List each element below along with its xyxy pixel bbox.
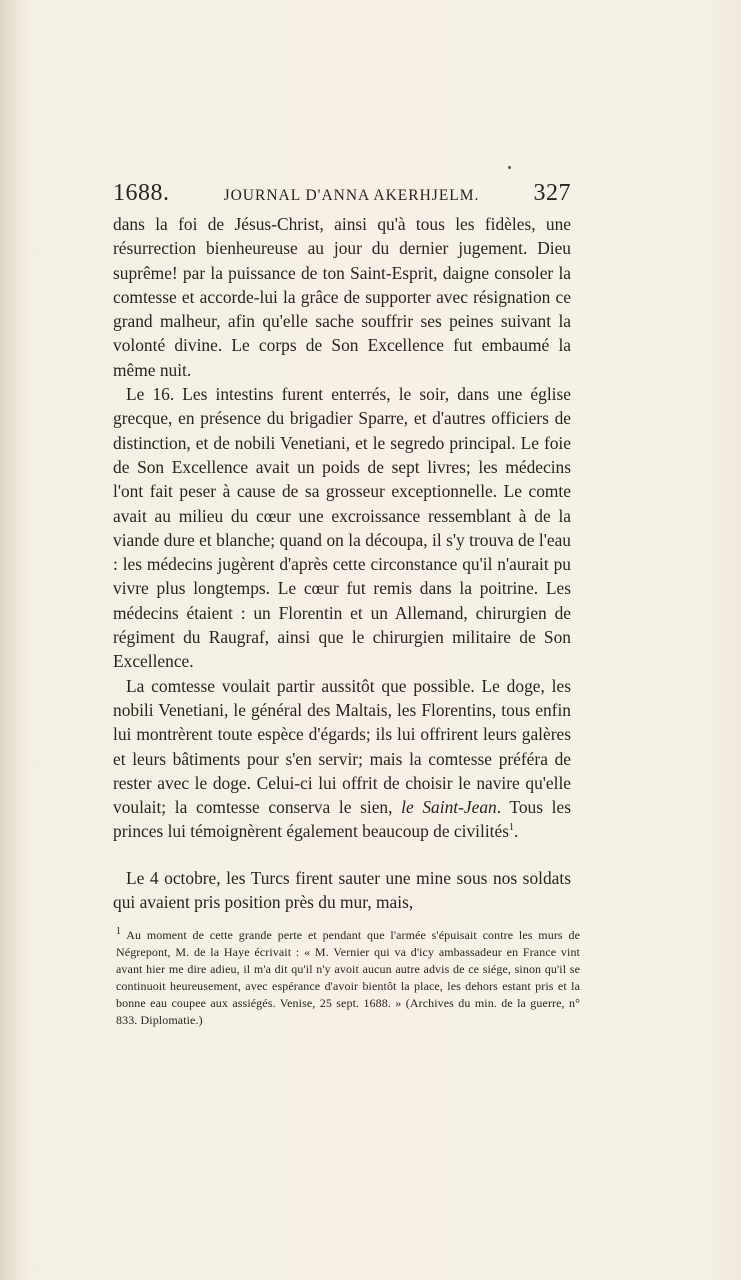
- ship-name: le Saint-Jean: [401, 797, 497, 818]
- running-head: [113, 180, 571, 210]
- spine-shadow: [0, 0, 22, 1280]
- header-year: 1688.: [113, 180, 170, 206]
- paragraph-1: dans la foi de Jésus-Christ, ainsi qu'à tous les fidèles, une résurrection bienheureuse au jour du dernier jugement. Dieu suprême! par la puissance de ton Saint-Esprit, daigne consoler la comtesse et accorde-lui la grâce de supporter avec résignation ce grand malheur, afin qu'elle sache souffrir ses peines suivant la volonté divine. Le corps de Son Excellence fut embaumé la même nuit.: [113, 214, 571, 380]
- footnote-1: [116, 927, 580, 1029]
- footnote-reference: 1: [508, 822, 514, 834]
- ink-speck: [508, 166, 511, 169]
- body-text: [113, 212, 571, 914]
- paragraph-3: [113, 674, 571, 844]
- paragraph-4: Le 4 octobre, les Turcs firent sauter une mine sous nos soldats qui avaient pris position près du mur, mais,: [113, 867, 571, 913]
- paragraph-3-text-end: . Tous les princes lui témoignèrent également beaucoup de civilités: [113, 797, 571, 842]
- footnote-marker: 1: [116, 926, 122, 937]
- paragraph-3-text: La comtesse voulait partir aussitôt que possible. Le doge, les nobili Venetiani, le général des Maltais, les Florentins, tous enfin lui montrèrent toute espèce d'égards; ils lui offrirent leurs galères et leurs bâtiments pour s'en servir; mais la comtesse préféra de rester avec le doge. Celui-ci lui offrit de choisir le navire qu'elle voulait; la comtesse conserva le sien,: [113, 675, 571, 818]
- footnotes: [116, 927, 580, 1029]
- header-title: JOURNAL D'ANNA AKERHJELM.: [223, 187, 480, 204]
- paragraph-3-period: .: [513, 821, 519, 842]
- page-number: 327: [533, 180, 571, 206]
- paragraph-2: Le 16. Les intestins furent enterrés, le soir, dans une église grecque, en présence du brigadier Sparre, et d'autres officiers de distinction, et de nobili Venetiani, et le segredo principal. Le foie de Son Excellence avait un poids de sept livres; les médecins l'ont fait peser à cause de sa grosseur exceptionnelle. Le comte avait au milieu du cœur une excroissance ressemblant à de la viande dure et blanche; quand on la découpa, il s'y trouva de l'eau : les médecins jugèrent d'après cette circonstance qu'il n'aurait pu vivre plus longtemps. Le cœur fut remis dans la poitrine. Les médecins étaient : un Florentin et un Allemand, chirurgien de régiment du Raugraf, ainsi que le chirurgien militaire de Son Excellence.: [113, 384, 571, 672]
- footnote-text: Au moment de cette grande perte et pendant que l'armée s'épuisait contre les murs de Négrepont, M. de la Haye écrivait : « M. Vernier qui va d'icy ambassadeur en France vint avant hier me dire adieu, il m'a dit qu'il n'y avoit aucun autre advis de ce siége, sinon qu'il se continuoit heureusement, avec espérance d'avoir bientôt la place, les dehors estant pris et la bonne eau coupee aux assiégés. Venise, 25 sept. 1688. » (Archives du min. de la guerre, n° 833. Diplomatie.): [116, 928, 580, 1027]
